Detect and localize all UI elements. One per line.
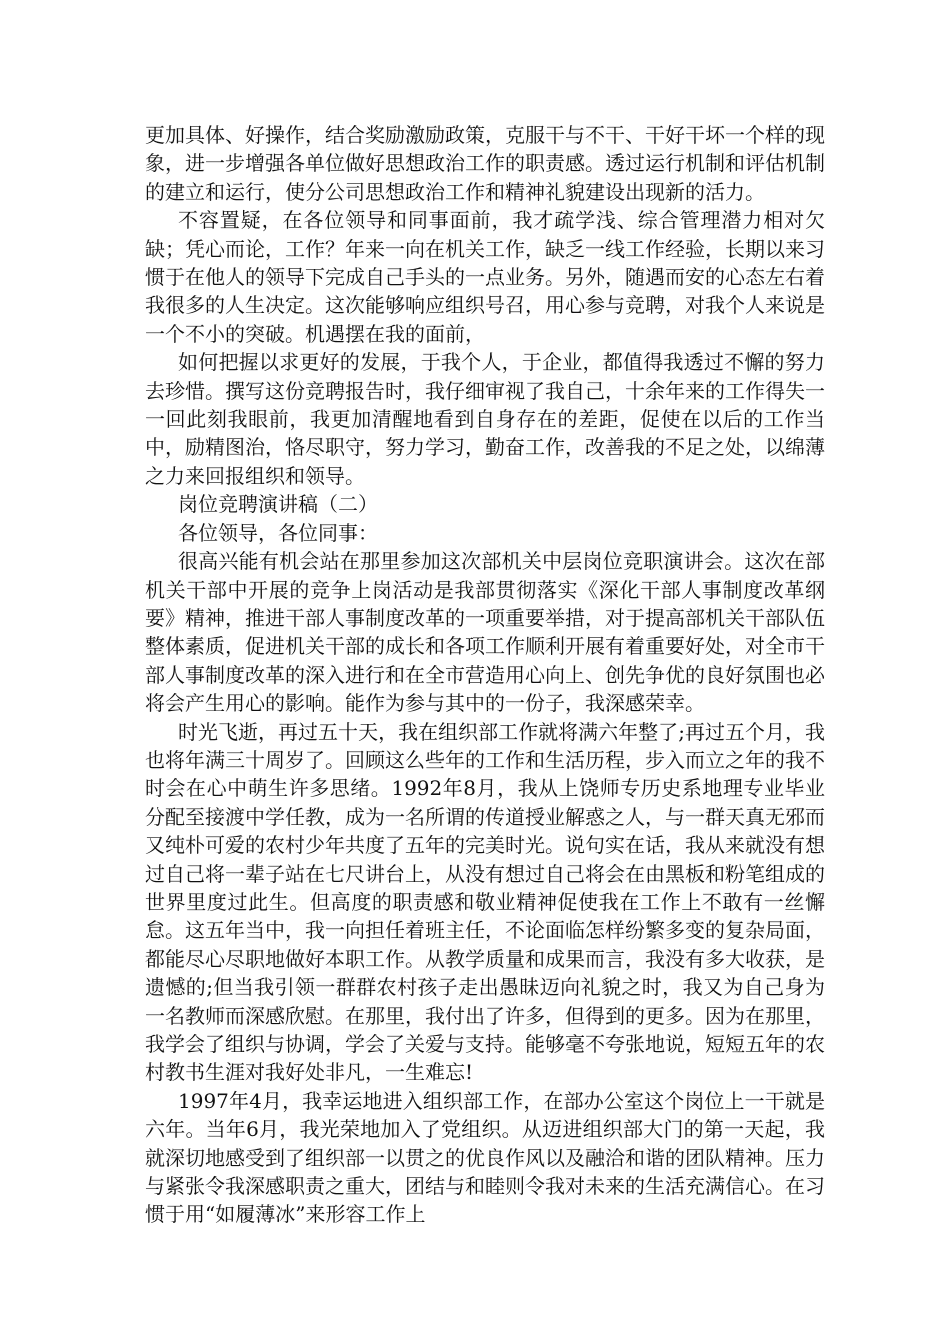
paragraph-opportunity: 如何把握以求更好的发展，于我个人，于企业，都值得我透过不懈的努力去珍惜。撰写这份竞聘报告时，我仔细审视了我自己，十余年来的工作得失一一回此刻我眼前，我更加清醒地看到自身存在的差距，促使在以后的工作当中，励精图治，恪尽职守，努力学习，勤奋工作，改善我的不足之处，以绵薄之力来回报组织和领导。 xyxy=(145,350,825,488)
paragraph-introduction: 很高兴能有机会站在那里参加这次部机关中层岗位竞职演讲会。这次在部机关干部中开展的竞争上岗活动是我部贯彻落实《深化干部人事制度改革纲要》精神，推进干部人事制度改革的一项重要举措，对于提高部机关干部队伍整体素质，促进机关干部的成长和各项工作顺利开展有着重要好处，对全市干部人事制度改革的深入进行和在全市营造用心向上、创先争优的良好氛围也必将会产生用心的影响。能作为参与其中的一份子，我深感荣幸。 xyxy=(145,549,825,716)
document-body xyxy=(145,121,825,1229)
paragraph-continuation: 更加具体、好操作，结合奖励激励政策，克服干与不干、干好干坏一个样的现象，进一步增强各单位做好思想政治工作的职责感。透过运行机制和评估机制的建立和运行，使分公司思想政治工作和精神礼貌建设出现新的活力。 xyxy=(145,123,825,204)
paragraph-organization-work: 1997年4月，我幸运地进入组织部工作，在部办公室这个岗位上一干就是六年。当年6月，我光荣地加入了党组织。从迈进组织部大门的第一天起，我就深切地感受到了组织部一以贯之的优良作风以及融洽和谐的团队精神。压力与紧张令我深感职责之重大，团结与和睦则令我对未来的生活充满信心。在习惯于用“如履薄冰”来形容工作上 xyxy=(145,1088,825,1227)
section-title: 岗位竞聘演讲稿（二） xyxy=(178,492,378,517)
greeting: 各位领导，各位同事： xyxy=(178,520,378,545)
paragraph-self-assessment: 不容置疑，在各位领导和同事面前，我才疏学浅、综合管理潜力相对欠缺；凭心而论，工作？年来一向在机关工作，缺乏一线工作经验，长期以来习惯于在他人的领导下完成自己手头的一点业务。另外，随遇而安的心态左右着我很多的人生决定。这次能够响应组织号召，用心参与竞聘，对我个人来说是一个不小的突破。机遇摆在我的面前， xyxy=(145,208,825,346)
paragraph-teaching-experience: 时光飞逝，再过五十天，我在组织部工作就将满六年整了;再过五个月，我也将年满三十周岁了。回顾这么些年的工作和生活历程，步入而立之年的我不时会在心中萌生许多思绪。1992年8月，我从上饶师专历史系地理专业毕业分配至接渡中学任教，成为一名所谓的传道授业解惑之人，与一群天真无邪而又纯朴可爱的农村少年共度了五年的完美时光。说句实在话，我从来就没有想过自己将一辈子站在七尺讲台上，从没有想过自己将会在由黑板和粉笔组成的世界里度过此生。但高度的职责感和敬业精神促使我在工作上不敢有一丝懈怠。这五年当中，我一向担任着班主任，不论面临怎样纷繁多变的复杂局面，都能尽心尽职地做好本职工作。从教学质量和成果而言，我没有多大收获，是遗憾的;但当我引领一群群农村孩子走出愚昧迈向礼貌之时，我又为自己身为一名教师而深感欣慰。在那里，我付出了许多，但得到的更多。因为在那里，我学会了组织与协调，学会了关爱与支持。能够毫不夸张地说，短短五年的农村教书生涯对我好处非凡，一生难忘! xyxy=(145,719,825,1085)
